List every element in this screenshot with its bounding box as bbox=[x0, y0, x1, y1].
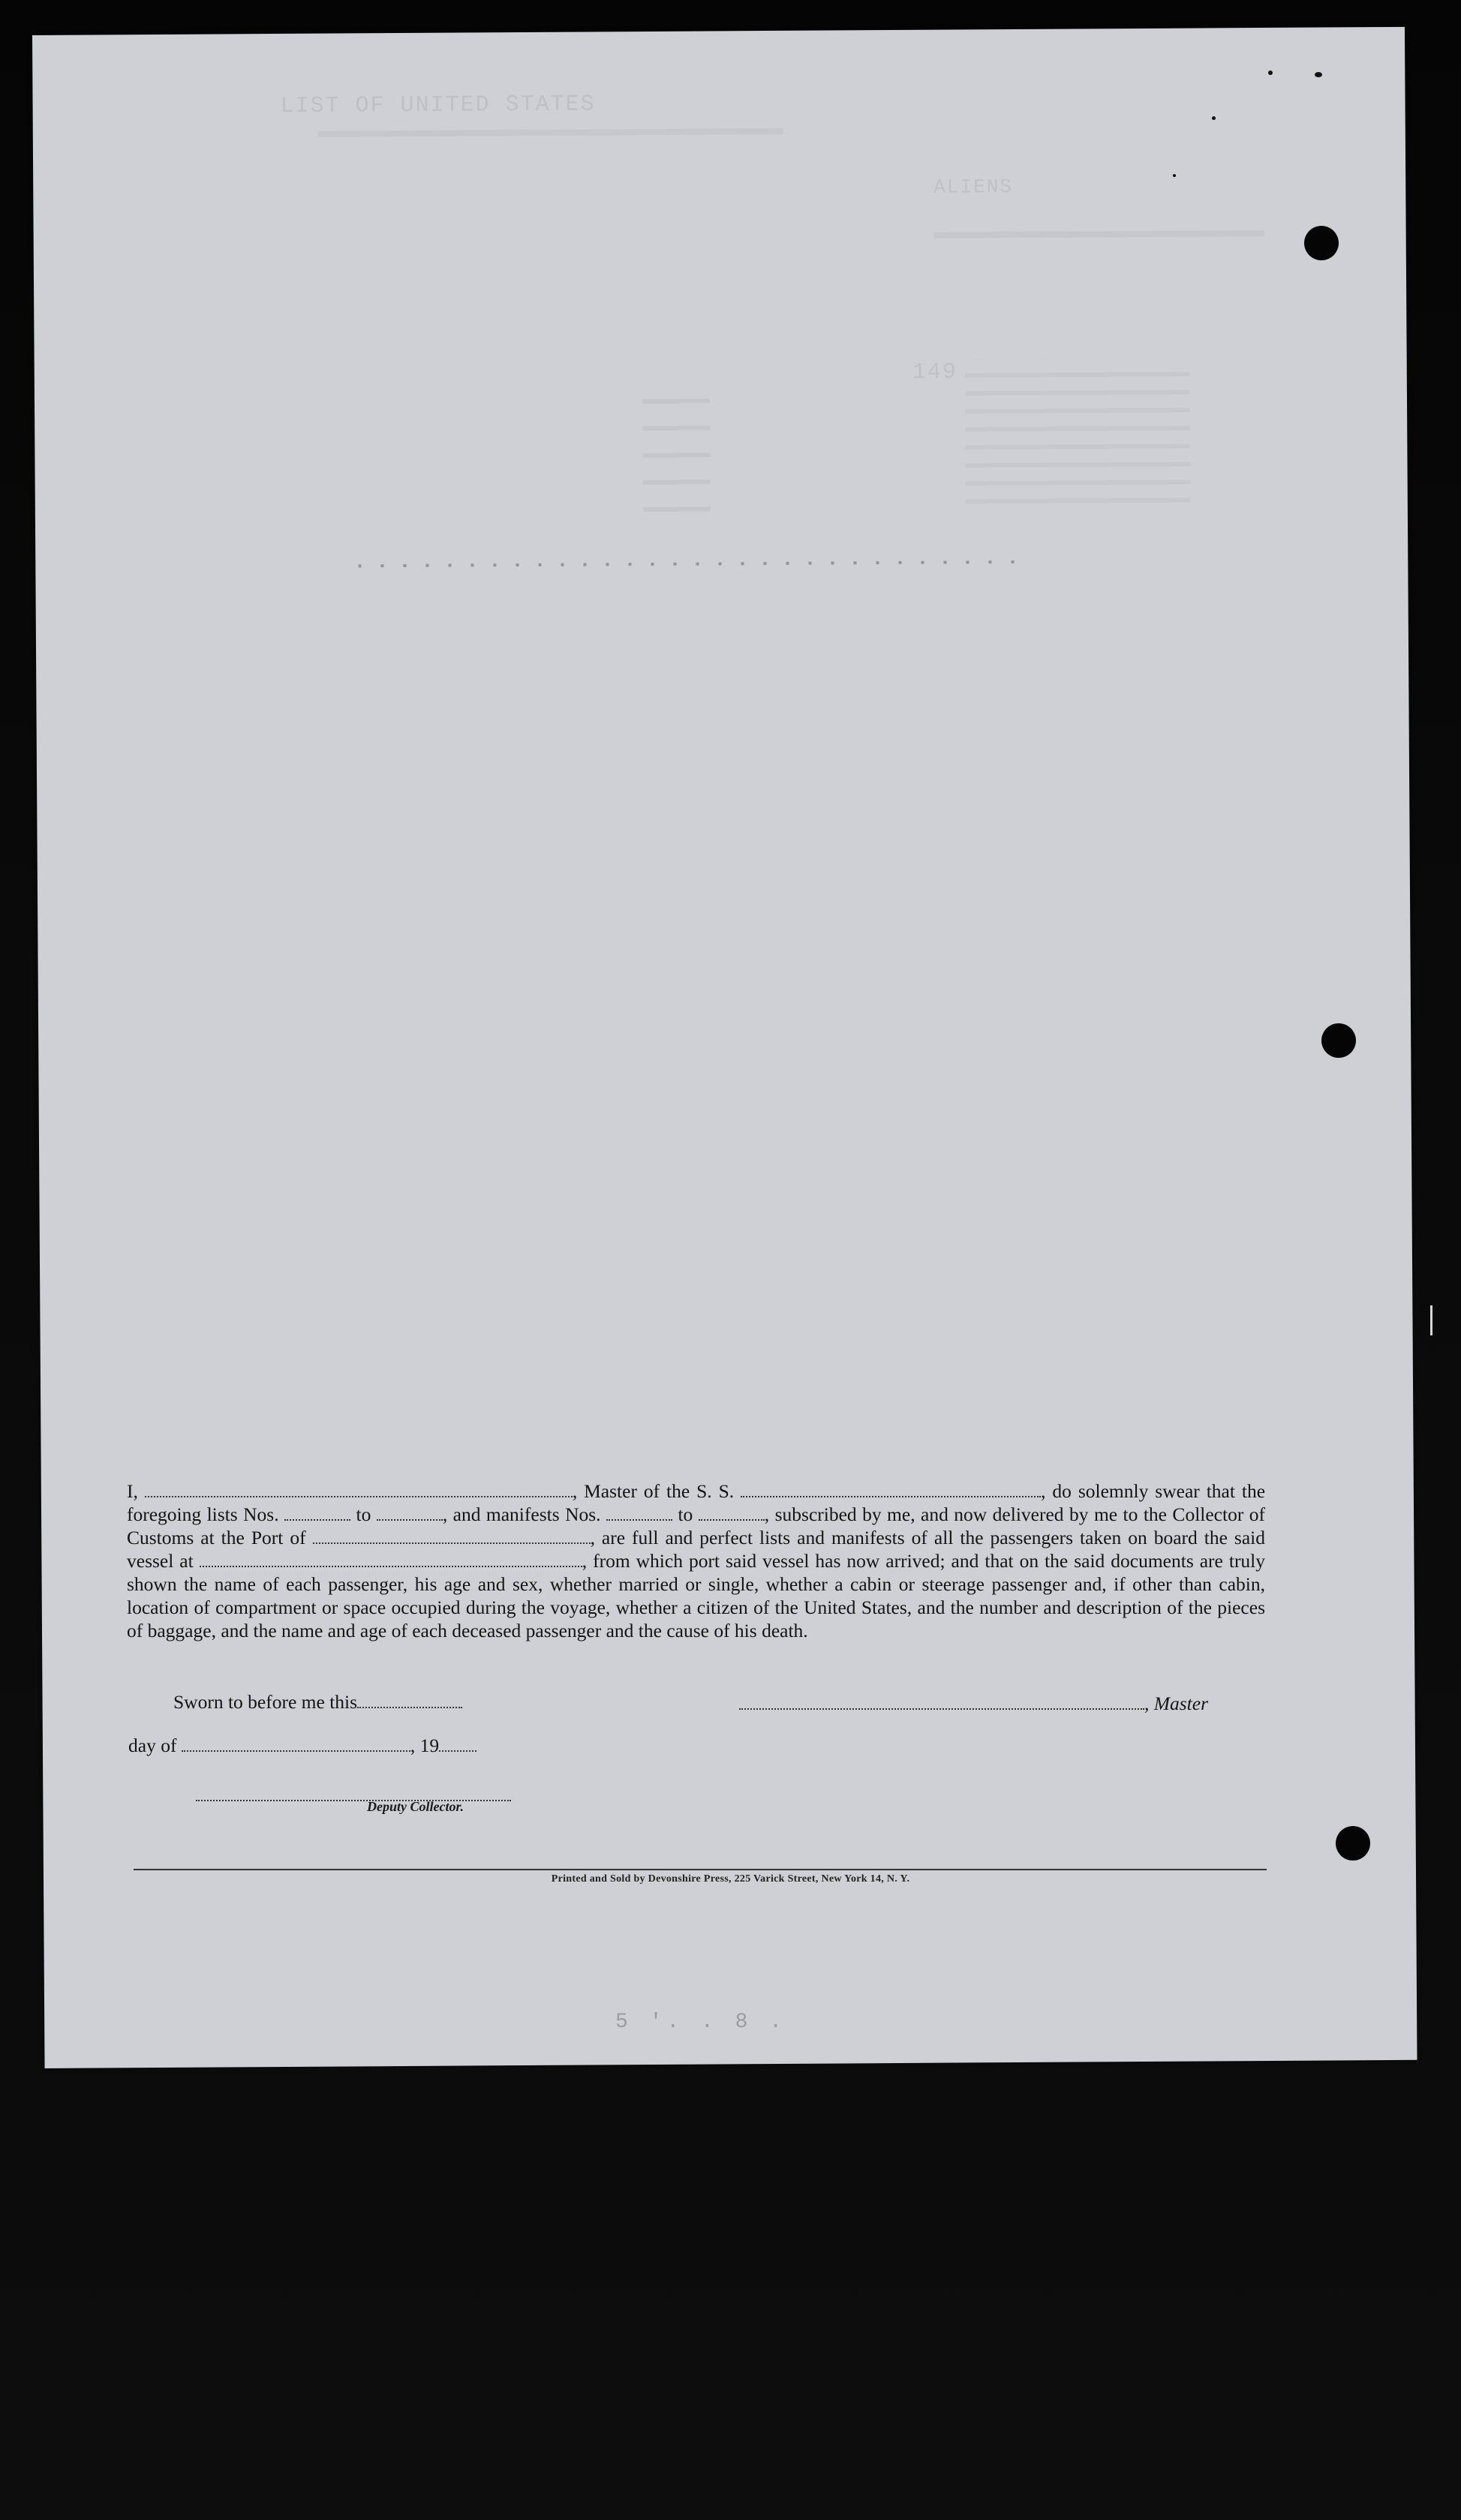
day-of-row bbox=[128, 1735, 476, 1757]
oath-manifests-all: manifests of all the passengers taken on board the said vessel at bbox=[127, 1527, 1265, 1572]
year-blank[interactable] bbox=[439, 1740, 476, 1752]
oath-swear: swear that the foregoing lists Nos. bbox=[127, 1480, 1266, 1525]
ghost-column bbox=[965, 359, 1191, 510]
manifest-to-blank[interactable] bbox=[699, 1509, 765, 1521]
port-blank[interactable] bbox=[313, 1532, 591, 1544]
speck bbox=[1268, 71, 1273, 75]
oath-i: I, bbox=[127, 1480, 138, 1502]
punch-hole bbox=[1336, 1826, 1370, 1861]
speck bbox=[1212, 116, 1216, 120]
ghost-bottom-text: 5 '. . 8 . bbox=[615, 2011, 787, 2034]
oath-are-full: , are full and perfect lists and bbox=[590, 1527, 825, 1548]
sworn-row bbox=[173, 1691, 462, 1714]
ghost-dotted-line bbox=[358, 560, 1033, 567]
ghost-label: ALIENS bbox=[933, 176, 1013, 199]
oath-rest: port said vessel has now arrived; and that on the said documents are truly shown the name of each passenger, his age and sex, whether married or single, whether a cabin or steerage passenger and, if other than cabin, location of compartment or space occupied during the voyage, whether a citizen of the United States, and the number and description of the pieces of baggage, and the name and age of each deceased passenger and the cause of his death. bbox=[127, 1550, 1266, 1641]
master-signature-blank[interactable] bbox=[739, 1698, 1144, 1710]
ghost-column bbox=[642, 376, 711, 527]
oath-from-which: , from which bbox=[582, 1550, 683, 1572]
sworn-label: Sworn to before me this bbox=[173, 1691, 358, 1713]
manifest-from-blank[interactable] bbox=[606, 1509, 672, 1521]
day-of-label: day of bbox=[128, 1735, 177, 1756]
document-page bbox=[32, 27, 1417, 2068]
speck bbox=[1173, 174, 1176, 177]
deputy-signature-row bbox=[196, 1784, 511, 1807]
year-prefix: , 19 bbox=[410, 1735, 440, 1756]
list-from-blank[interactable] bbox=[284, 1509, 350, 1521]
ghost-number: 149 bbox=[912, 359, 957, 386]
ghost-smudge bbox=[934, 230, 1264, 239]
sworn-day-blank[interactable] bbox=[357, 1696, 462, 1708]
punch-hole bbox=[1321, 1023, 1356, 1058]
departure-port-blank[interactable] bbox=[200, 1555, 582, 1567]
ghost-heading: LIST OF UNITED STATES bbox=[280, 92, 596, 119]
oath-and-manifests: , and manifests Nos. bbox=[442, 1503, 601, 1525]
month-blank[interactable] bbox=[182, 1740, 410, 1752]
oath-do-solemnly: , do solemnly bbox=[1041, 1480, 1149, 1502]
footer-rule bbox=[134, 1869, 1267, 1870]
deputy-signature-blank[interactable] bbox=[196, 1789, 511, 1801]
list-to-blank[interactable] bbox=[377, 1509, 443, 1521]
edge-mark bbox=[1430, 1305, 1432, 1335]
printer-imprint: Printed and Sold by Devonshire Press, 225 Varick Street, New York 14, N. Y. bbox=[551, 1873, 910, 1885]
punch-hole bbox=[1304, 226, 1339, 260]
oath-to-1: to bbox=[356, 1503, 371, 1525]
speck bbox=[1315, 72, 1322, 77]
master-name-blank[interactable] bbox=[145, 1485, 573, 1497]
oath-delivered: delivered by me to the Collector of Customs at the Port of bbox=[127, 1503, 1266, 1548]
master-signature-row bbox=[739, 1693, 1208, 1715]
oath-subscribed: , subscribed by me, and now bbox=[764, 1503, 988, 1525]
oath-paragraph bbox=[127, 1479, 1265, 1642]
ship-name-blank[interactable] bbox=[741, 1485, 1041, 1497]
master-label: , Master bbox=[1144, 1693, 1208, 1714]
oath-master-of-ss: , Master of the S. S. bbox=[572, 1480, 735, 1502]
deputy-collector-label: Deputy Collector. bbox=[367, 1799, 464, 1814]
oath-to-2: to bbox=[678, 1503, 693, 1525]
ghost-smudge bbox=[318, 128, 783, 137]
